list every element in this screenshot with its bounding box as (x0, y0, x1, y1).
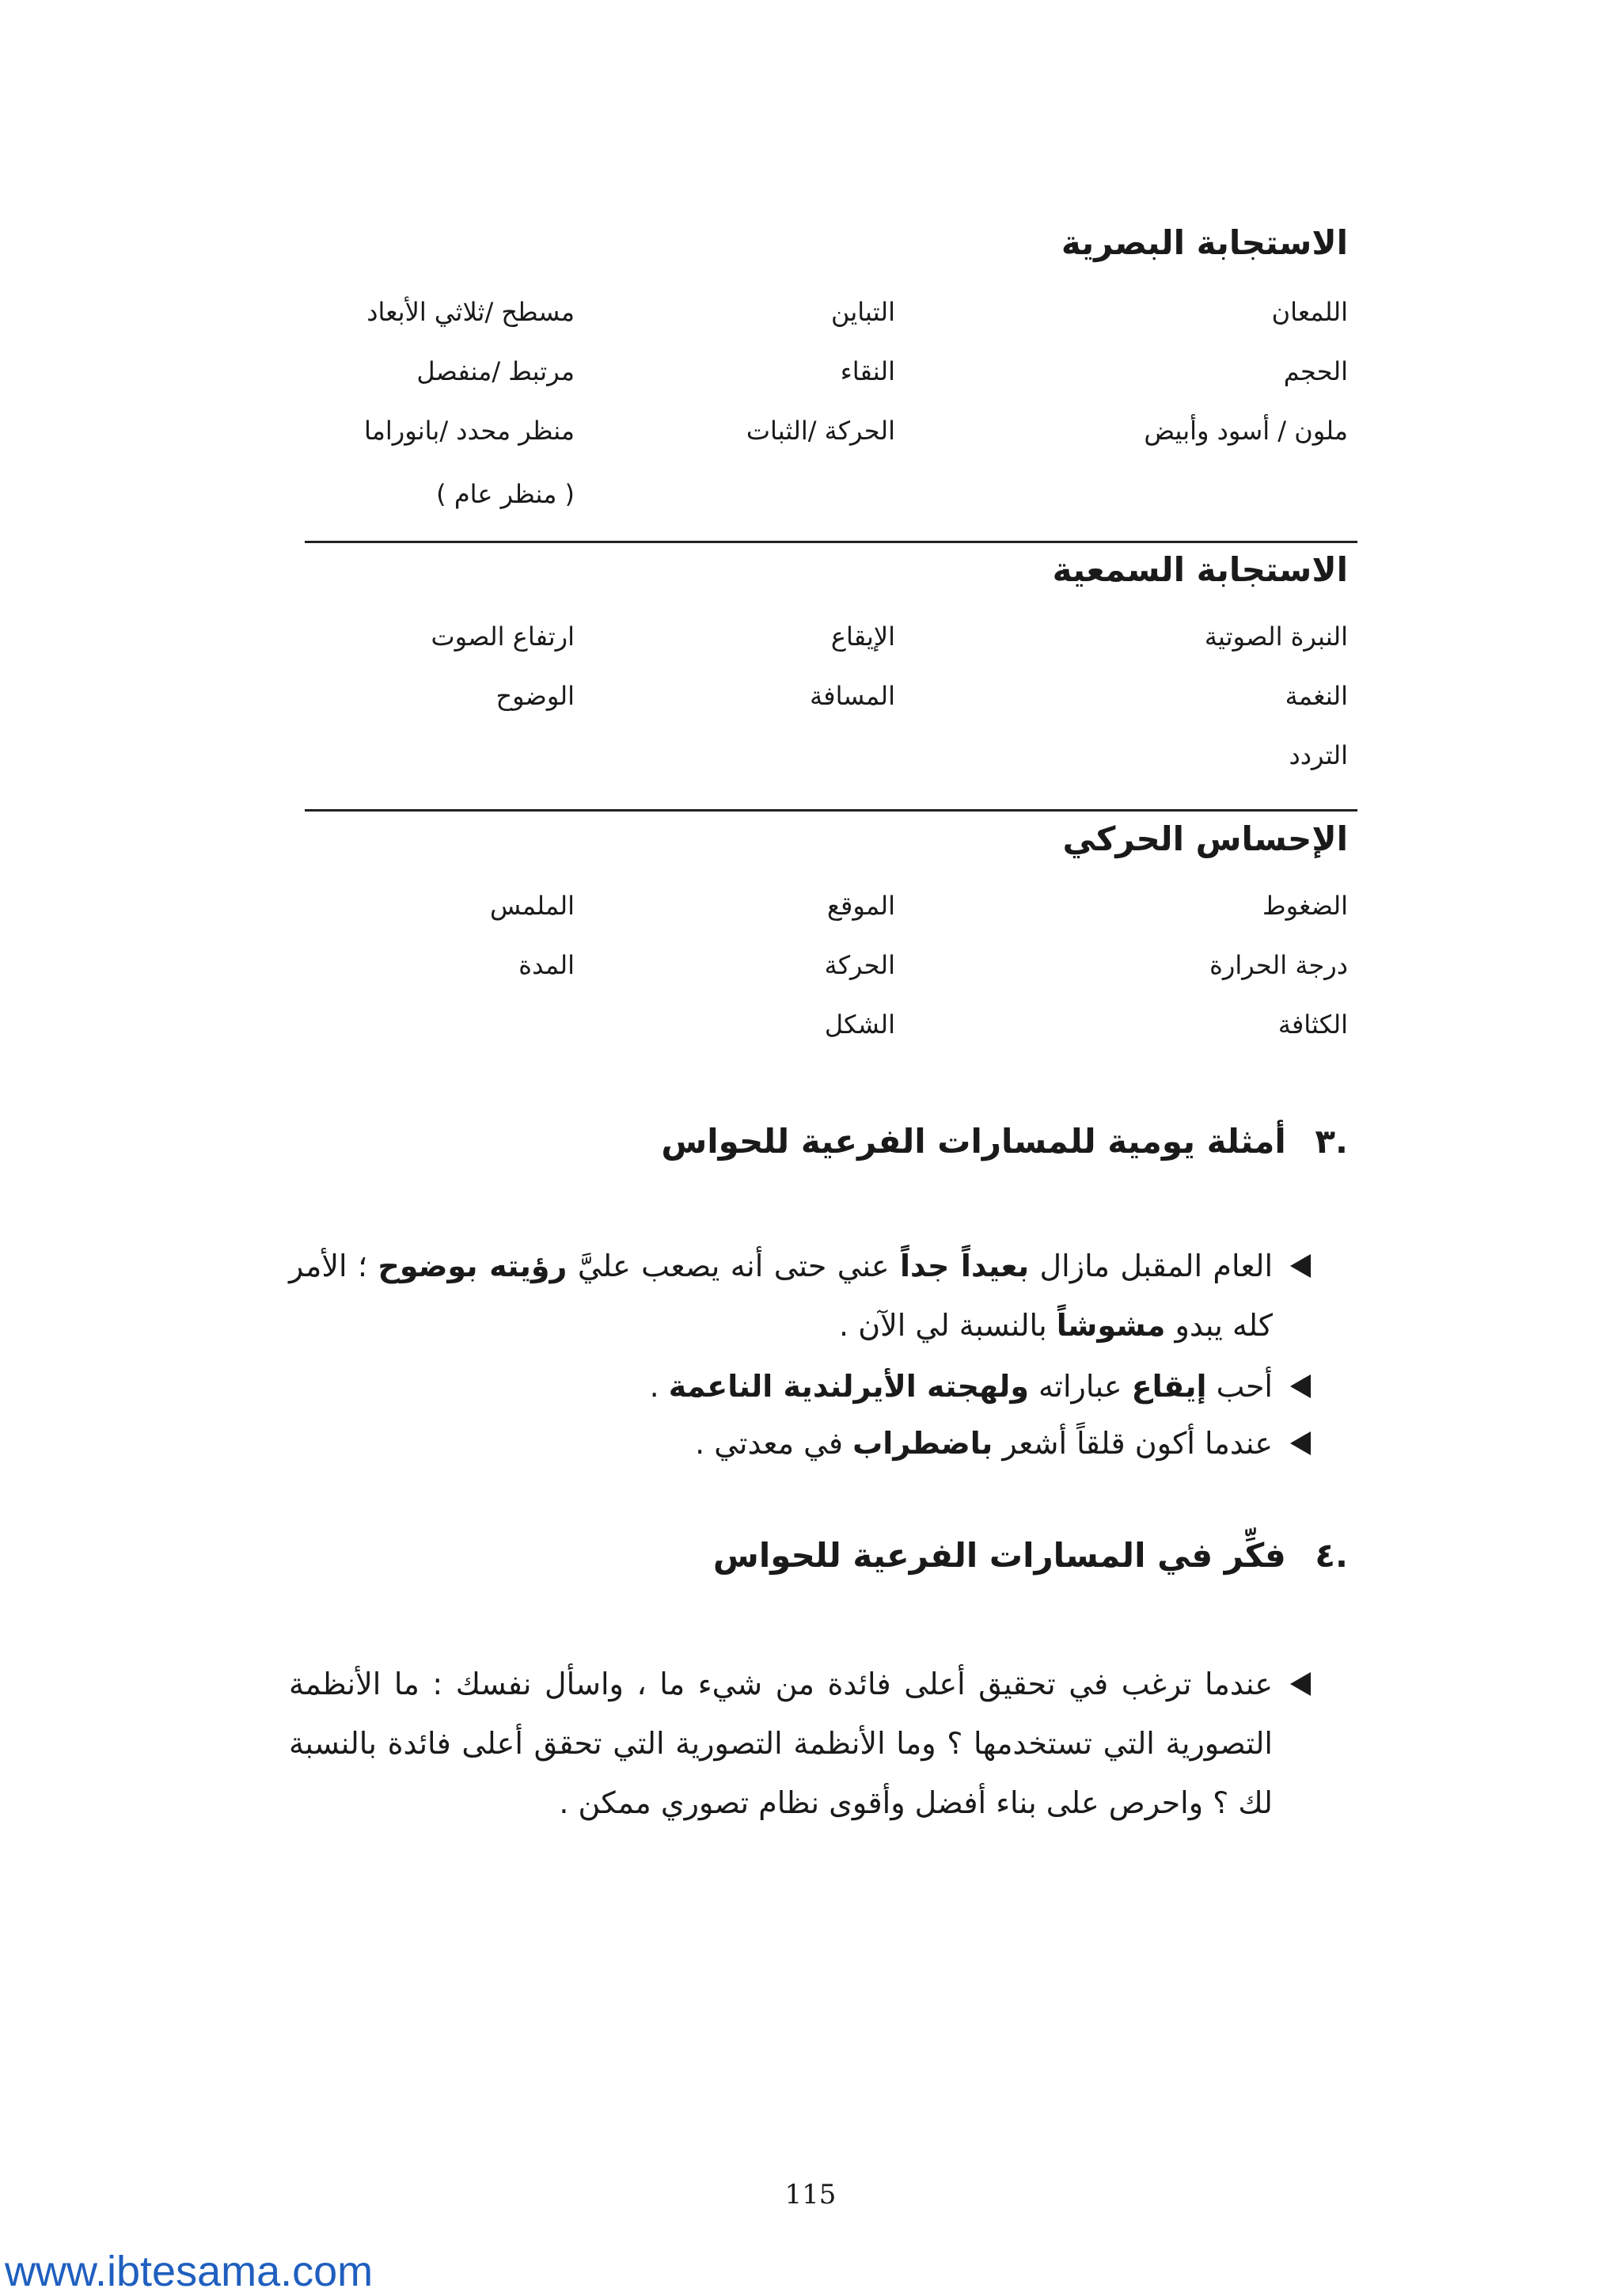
table-cell: النقاء (840, 356, 895, 386)
emphasis-text: رؤيته بوضوح (378, 1249, 568, 1283)
table-cell: مرتبط /منفصل (416, 356, 575, 386)
emphasis-text: بعيداً جداً (900, 1249, 1030, 1283)
heading-text: أمثلة يومية للمسارات الفرعية للحواس (661, 1122, 1286, 1161)
table-cell: الحجم (1283, 356, 1348, 386)
example-paragraph (650, 1357, 1273, 1416)
table-cell: اللمعان (1271, 297, 1348, 327)
bullet-arrow-icon (1290, 1672, 1311, 1696)
reflection-paragraph: عندما ترغب في تحقيق أعلى فائدة من شيء ما ، واسأل نفسك : ما الأنظمة التصورية التي تستخدمها ؟ وما الأنظمة التصورية التي تحقق أعلى فائدة بالنسبة لك ؟ واحرص على بناء أفضل وأقوى نظام تصوري ممكن . (289, 1667, 1273, 1820)
heading-everyday-examples (661, 1122, 1348, 1161)
section-title-auditory: الاستجابة السمعية (1052, 550, 1348, 589)
text-run: عني حتى أنه يصعب عليَّ (567, 1249, 900, 1283)
table-cell: المسافة (810, 681, 895, 711)
heading-number: .٤ (1315, 1536, 1348, 1575)
table-cell: الإيقاع (830, 622, 895, 652)
text-run: ؛ الأمر كله يبدو (289, 1249, 1273, 1343)
text-run: . (649, 1369, 669, 1404)
table-cell: الوضوح (495, 681, 575, 711)
emphasis-text: ولهجته الأيرلندية الناعمة (668, 1369, 1029, 1404)
text-run: العام المقبل مازال (1029, 1249, 1274, 1283)
bullet-arrow-icon (1290, 1374, 1311, 1398)
table-cell: مسطح /ثلاثي الأبعاد (366, 297, 575, 327)
bullet-arrow-icon (1290, 1254, 1311, 1278)
table-cell: الحركة (824, 950, 895, 980)
example-paragraph (695, 1414, 1273, 1473)
emphasis-text: مشوشاً (1056, 1308, 1166, 1343)
table-cell: الشكل (824, 1009, 895, 1040)
table-cell: الحركة /الثبات (746, 416, 895, 446)
section-title-visual: الاستجابة البصرية (1061, 223, 1348, 262)
table-cell: النبرة الصوتية (1204, 622, 1348, 652)
emphasis-text: إيقاع (1131, 1369, 1207, 1404)
bullet-arrow-icon (1290, 1431, 1311, 1455)
section-title-kinesthetic: الإحساس الحركي (1062, 819, 1348, 858)
table-cell: المدة (518, 950, 575, 980)
heading-think-about-submodalities (713, 1536, 1348, 1575)
table-cell: درجة الحرارة (1209, 950, 1348, 980)
text-run: عباراته (1028, 1369, 1132, 1404)
table-cell: التباين (831, 297, 895, 327)
text-run: في معدتي . (695, 1426, 853, 1461)
text-run: عندما أكون قلقاً أشعر (993, 1426, 1273, 1461)
table-cell: ارتفاع الصوت (431, 622, 575, 652)
table-cell: منظر محدد /بانوراما (364, 416, 575, 446)
table-cell: التردد (1289, 740, 1348, 770)
table-cell: الموقع (827, 891, 895, 921)
table-cell: الملمس (489, 891, 575, 921)
text-run: بالنسبة لي الآن . (839, 1308, 1057, 1343)
table-cell: ( منظر عام ) (436, 479, 575, 509)
section-divider (305, 809, 1357, 812)
text-run: أحب (1206, 1369, 1273, 1404)
table-cell: النغمة (1285, 681, 1348, 711)
table-cell: الكثافة (1277, 1009, 1348, 1040)
page-number: 115 (784, 2179, 837, 2210)
heading-number: .٣ (1315, 1122, 1348, 1161)
emphasis-text: باضطراب (852, 1426, 993, 1461)
heading-text: فكِّر في المسارات الفرعية للحواس (712, 1536, 1286, 1575)
table-cell: ملون / أسود وأبيض (1144, 416, 1348, 446)
section-divider (305, 541, 1357, 543)
watermark-url: www.ibtesama.com (5, 2248, 374, 2295)
example-paragraph (289, 1237, 1273, 1355)
table-cell: الضغوط (1262, 891, 1348, 921)
